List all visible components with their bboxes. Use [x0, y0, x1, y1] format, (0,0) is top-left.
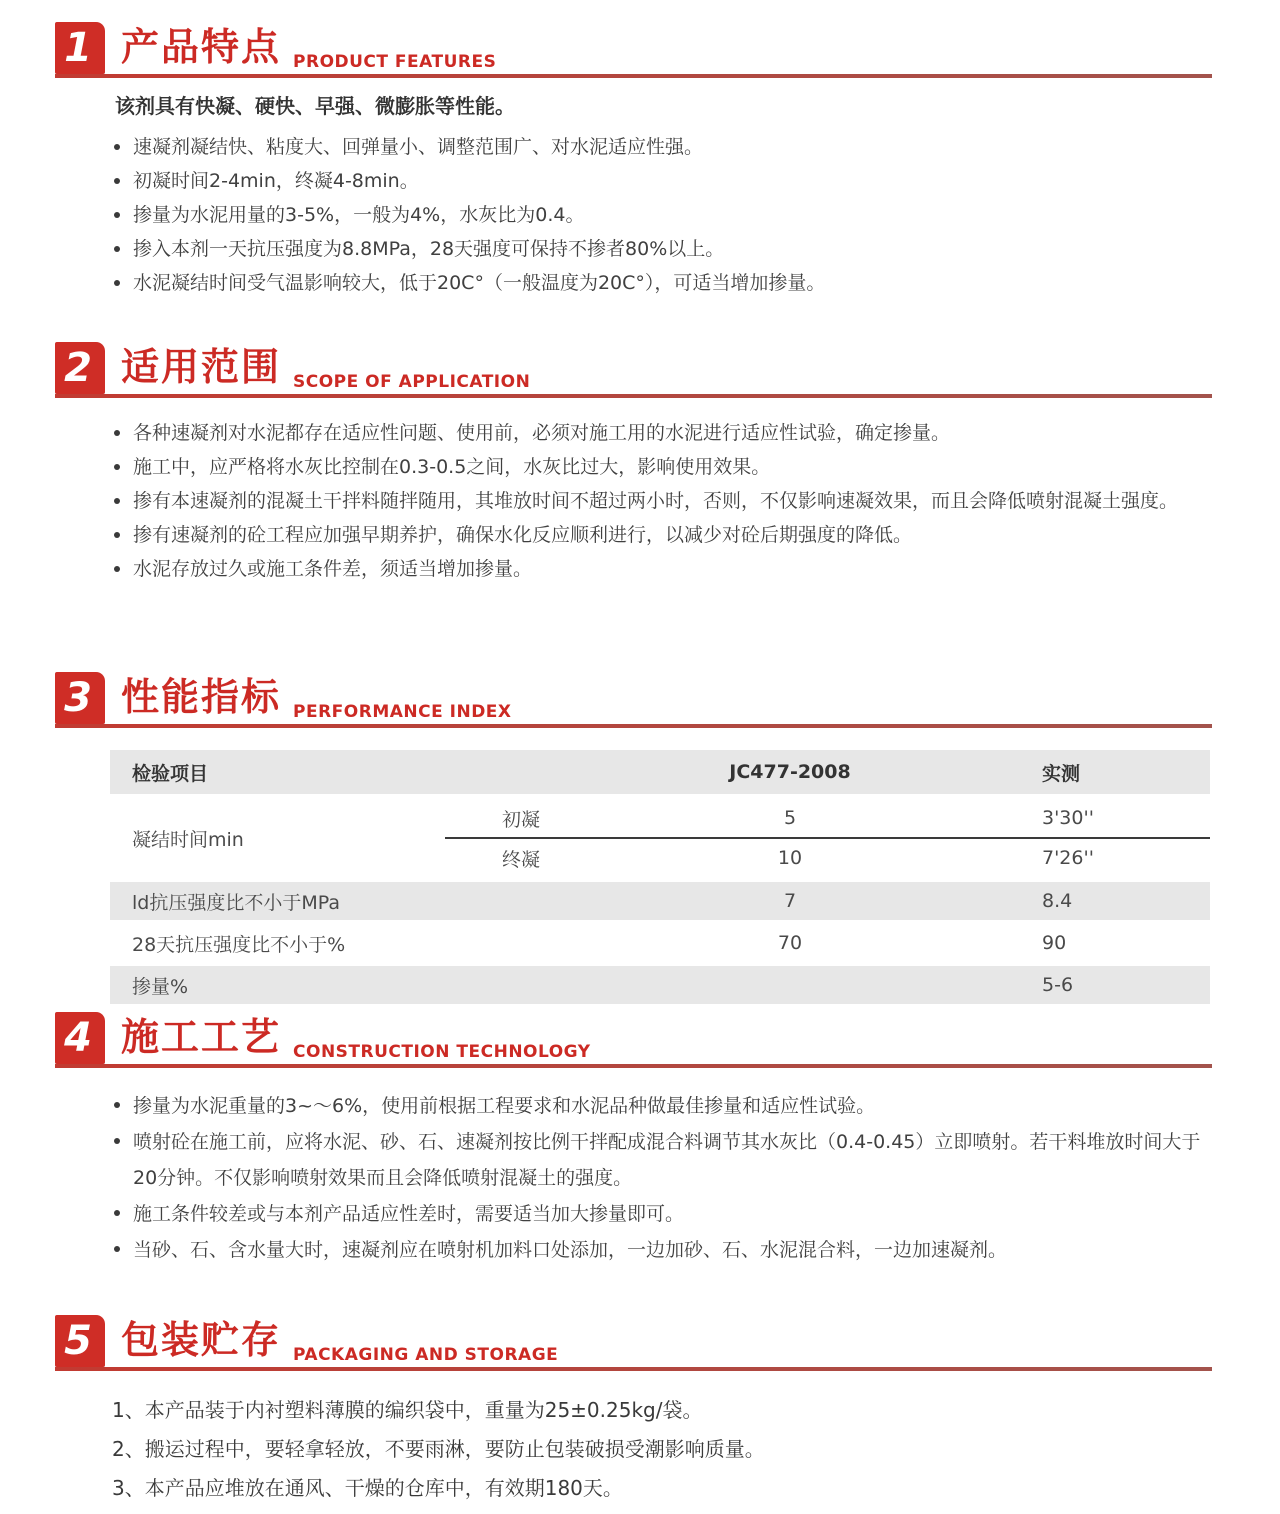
section-title: 施工工艺	[121, 1015, 282, 1059]
performance-table	[110, 750, 1210, 1004]
section-number-badge	[55, 22, 105, 74]
bullet-icon	[114, 144, 120, 150]
bullet-icon	[114, 1246, 120, 1252]
bullet-icon	[114, 246, 120, 252]
table-cell: 10	[777, 847, 803, 869]
section-number-badge	[55, 1012, 105, 1064]
list-item-text: 掺有本速凝剂的混凝土干拌料随拌随用，其堆放时间不超过两小时，否则，不仅影响速凝效果，而且会降低喷射混凝土强度。	[133, 490, 1179, 512]
list-item-text: 施工中，应严格将水灰比控制在0.3-0.5之间，水灰比过大，影响使用效果。	[133, 456, 771, 478]
sub-row-divider	[445, 837, 1210, 839]
bullet-icon	[114, 280, 120, 286]
list-item: 3、本产品应堆放在通风、干燥的仓库中，有效期180天。	[112, 1476, 623, 1500]
bullet-icon	[114, 430, 120, 436]
list-item	[112, 1196, 1220, 1232]
table-row	[110, 966, 1210, 1004]
table-cell: 90	[1042, 932, 1067, 954]
section-1-bullet-list	[0, 130, 1280, 300]
table-header-cell: 实测	[1042, 762, 1081, 785]
list-item	[112, 518, 1220, 552]
section-number-badge	[55, 1315, 105, 1367]
table-row	[110, 882, 1210, 920]
table-cell: 掺量%	[132, 975, 189, 998]
section-number: 2	[64, 345, 92, 391]
list-item-text: 掺量为水泥重量的3~～6%，使用前根据工程要求和水泥品种做最佳掺量和适应性试验。	[133, 1095, 876, 1117]
section-number-badge	[55, 342, 105, 394]
section-construction-technology	[0, 1012, 1280, 1268]
section-number: 1	[64, 25, 92, 71]
table-cell: 7'26''	[1042, 847, 1094, 869]
list-item-text: 掺入本剂一天抗压强度为8.8MPa，28天强度可保持不掺者80%以上。	[133, 238, 725, 260]
table-cell: 5-6	[1042, 974, 1074, 996]
list-item	[112, 198, 1220, 232]
table-header-cell: JC477-2008	[729, 761, 851, 783]
table-header-row	[110, 750, 1210, 794]
section-number: 4	[64, 1015, 92, 1061]
section-product-features	[0, 22, 1280, 300]
table-cell: 凝结时间min	[132, 828, 244, 851]
section-subtitle: PERFORMANCE INDEX	[293, 702, 512, 722]
section-title: 性能指标	[121, 675, 282, 719]
list-item-text: 水泥凝结时间受气温影响较大，低于20C°（一般温度为20C°），可适当增加掺量。	[133, 272, 826, 294]
list-item	[112, 266, 1220, 300]
table-cell: 7	[783, 890, 797, 912]
section-subtitle: PRODUCT FEATURES	[293, 52, 497, 72]
list-item-text: 初凝时间2-4min，终凝4-8min。	[133, 170, 419, 192]
section-2-header	[55, 342, 1212, 398]
section-title: 包装贮存	[121, 1318, 282, 1362]
section-2-bullet-list	[0, 416, 1280, 586]
list-item	[112, 1232, 1220, 1268]
section-1-intro: 该剂具有快凝、硬快、早强、微膨胀等性能。	[115, 94, 515, 118]
section-5-header	[55, 1315, 1212, 1371]
section-subtitle: PACKAGING AND STORAGE	[293, 1345, 559, 1365]
section-title: 适用范围	[121, 345, 282, 389]
table-cell: 5	[783, 807, 797, 829]
section-subtitle: CONSTRUCTION TECHNOLOGY	[293, 1042, 591, 1062]
list-item-text: 水泥存放过久或施工条件差，须适当增加掺量。	[133, 558, 533, 580]
section-4-bullet-list	[0, 1088, 1280, 1268]
bullet-icon	[114, 1138, 120, 1144]
list-item	[112, 1124, 1220, 1196]
section-subtitle: SCOPE OF APPLICATION	[293, 372, 531, 392]
list-item: 2、搬运过程中，要轻拿轻放，不要雨淋，要防止包装破损受潮影响质量。	[112, 1437, 765, 1461]
section-underline	[55, 74, 1212, 78]
section-5-numbered-list	[112, 1391, 1280, 1508]
bullet-icon	[114, 178, 120, 184]
list-item	[112, 164, 1220, 198]
bullet-icon	[114, 1102, 120, 1108]
list-item-text: 施工条件较差或与本剂产品适应性差时，需要适当加大掺量即可。	[133, 1203, 685, 1225]
section-title: 产品特点	[121, 25, 282, 69]
list-item: 1、本产品装于内衬塑料薄膜的编织袋中，重量为25±0.25kg/袋。	[112, 1398, 703, 1422]
section-number: 5	[64, 1318, 92, 1364]
list-item-text: 各种速凝剂对水泥都存在适应性问题、使用前，必须对施工用的水泥进行适应性试验，确定掺量。	[133, 422, 951, 444]
table-row-setting-time	[110, 798, 1210, 878]
table-cell: 3'30''	[1042, 807, 1094, 829]
bullet-icon	[114, 532, 120, 538]
bullet-icon	[114, 212, 120, 218]
list-item	[112, 450, 1220, 484]
section-number: 3	[64, 675, 92, 721]
list-item	[112, 130, 1220, 164]
list-item	[112, 416, 1220, 450]
section-underline	[55, 724, 1212, 728]
list-item	[112, 1088, 1220, 1124]
table-cell: 8.4	[1042, 890, 1073, 912]
table-cell: 初凝	[502, 808, 541, 831]
section-underline	[55, 1367, 1212, 1371]
table-cell: 终凝	[502, 848, 541, 871]
list-item-text: 速凝剂凝结快、粘度大、回弹量小、调整范围广、对水泥适应性强。	[133, 136, 704, 158]
list-item	[112, 552, 1220, 586]
section-underline	[55, 394, 1212, 398]
list-item-text: 掺有速凝剂的砼工程应加强早期养护，确保水化反应顺利进行，以减少对砼后期强度的降低。	[133, 524, 913, 546]
list-item	[112, 484, 1220, 518]
section-performance-index	[0, 672, 1280, 1004]
section-packaging-and-storage	[0, 1315, 1280, 1508]
section-scope-of-application	[0, 342, 1280, 586]
section-1-header	[55, 22, 1212, 78]
table-cell: 70	[777, 932, 803, 954]
table-header-cell: 检验项目	[132, 762, 209, 785]
bullet-icon	[114, 1210, 120, 1216]
section-4-header	[55, 1012, 1212, 1068]
bullet-icon	[114, 464, 120, 470]
table-cell: 28天抗压强度比不小于%	[132, 933, 346, 956]
section-underline	[55, 1064, 1212, 1068]
list-item-text: 掺量为水泥用量的3-5%，一般为4%，水灰比为0.4。	[133, 204, 585, 226]
bullet-icon	[114, 498, 120, 504]
table-cell: ld抗压强度比不小于MPa	[132, 891, 340, 914]
bullet-icon	[114, 566, 120, 572]
section-3-header	[55, 672, 1212, 728]
list-item-text: 当砂、石、含水量大时，速凝剂应在喷射机加料口处添加，一边加砂、石、水泥混合料，一边加速凝剂。	[133, 1239, 1008, 1261]
table-row	[110, 924, 1210, 962]
list-item-text: 喷射砼在施工前，应将水泥、砂、石、速凝剂按比例干拌配成混合料调节其水灰比（0.4-0.45）立即喷射。若干料堆放时间大于20分钟。不仅影响喷射效果而且会降低喷射混凝土的强度。	[133, 1131, 1201, 1189]
list-item	[112, 232, 1220, 266]
section-number-badge	[55, 672, 105, 724]
